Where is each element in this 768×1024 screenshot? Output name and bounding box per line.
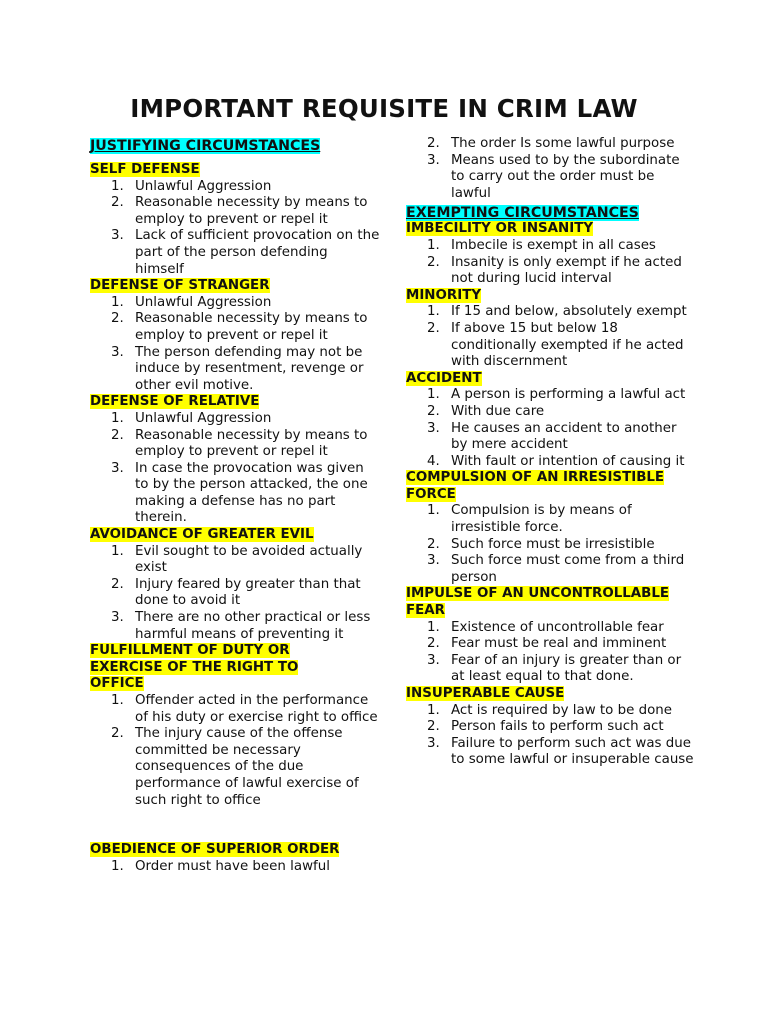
list-item: 3. Means used to by the subordinate to carry out the order must be lawful [427, 152, 680, 201]
list-obedience-continued [406, 136, 696, 202]
subheading-impulse-of-uncontrollable-fear: IMPULSE OF AN UNCONTROLLABLE FEAR [406, 586, 670, 619]
list-item: 2. Fear must be real and imminent [427, 636, 667, 652]
subheading-fulfillment-of-duty: FULFILLMENT OF DUTY OR EXERCISE OF THE RIGHT TO OFFICE [90, 643, 299, 692]
list-compulsion-of-irresistible-force [406, 503, 696, 586]
list-defense-of-stranger [90, 295, 380, 395]
section-heading-justifying: JUSTIFYING CIRCUMSTANCES [90, 138, 321, 154]
list-item: 2. With due care [427, 403, 545, 419]
list-item: 2. Reasonable necessity by means to employ to prevent or repel it [111, 427, 368, 460]
list-item: 2. Such force must be irresistible [427, 536, 655, 552]
section-heading-exempting: EXEMPTING CIRCUMSTANCES [406, 205, 639, 222]
list-item: 1. Compulsion is by means of irresistible force. [427, 503, 632, 536]
list-item: 3. There are no other practical or less harmful means of preventing it [111, 610, 371, 642]
list-item: 3. The person defending may not be induce by resentment, revenge or other evil motive. [111, 344, 364, 393]
list-item: 3. In case the provocation was given to by the person attacked, the one making a defense has no part therein. [111, 460, 368, 526]
left-column [90, 135, 380, 875]
list-item: 2. Insanity is only exempt if he acted not during lucid interval [427, 254, 682, 287]
list-obedience-of-superior-order [90, 859, 380, 876]
list-item: 2. Person fails to perform such act [427, 719, 664, 735]
list-insuperable-cause [406, 703, 696, 769]
subheading-minority: MINORITY [406, 287, 482, 303]
subheading-avoidance-of-greater-evil: AVOIDANCE OF GREATER EVIL [90, 527, 314, 543]
subheading-self-defense: SELF DEFENSE [90, 162, 200, 177]
list-item: 1. Unlawful Aggression [111, 294, 272, 310]
list-accident [406, 387, 696, 470]
list-item: 1. Order must have been lawful [111, 858, 330, 874]
list-item: 3. Such force must come from a third person [427, 553, 685, 585]
list-item: 2. Reasonable necessity by means to employ to prevent or repel it [111, 311, 368, 343]
list-item: 3. Failure to perform such act was due to some lawful or insuperable cause [427, 735, 694, 768]
list-item: 3. Lack of sufficient provocation on the part of the person defending himself [111, 228, 380, 277]
list-item: 1. Offender acted in the performance of his duty or exercise right to office [111, 693, 378, 725]
list-item: 1. Act is required by law to be done [427, 702, 673, 718]
list-item: 2. Reasonable necessity by means to employ to prevent or repel it [111, 195, 368, 227]
subheading-defense-of-stranger: DEFENSE OF STRANGER [90, 278, 270, 294]
subheading-obedience-of-superior-order: OBEDIENCE OF SUPERIOR ORDER [90, 842, 340, 858]
list-item: 1. Existence of uncontrollable fear [427, 619, 664, 635]
list-item: 1. A person is performing a lawful act [427, 387, 686, 403]
list-item: 4. With fault or intention of causing it [427, 453, 685, 469]
list-defense-of-relative [90, 411, 380, 527]
list-item: 1. Imbecile is exempt in all cases [427, 237, 656, 253]
list-item: 2. If above 15 but below 18 conditionally exempted if he acted with discernment [427, 320, 684, 370]
list-self-defense [90, 179, 380, 279]
page-title: IMPORTANT REQUISITE IN CRIM LAW [130, 94, 638, 123]
list-item: 2. The order Is some lawful purpose [427, 136, 675, 151]
list-minority [406, 304, 696, 370]
list-fulfillment-of-duty [90, 693, 380, 809]
list-item: 1. Evil sought to be avoided actually exist [111, 543, 363, 576]
right-column [406, 136, 696, 769]
list-avoidance-of-greater-evil [90, 544, 380, 644]
subheading-imbecility-or-insanity: IMBECILITY OR INSANITY [406, 221, 594, 237]
list-item: 1. If 15 and below, absolutely exempt [427, 304, 687, 320]
list-impulse-of-uncontrollable-fear [406, 620, 696, 686]
list-item: 2. Injury feared by greater than that done to avoid it [111, 576, 361, 609]
subheading-insuperable-cause: INSUPERABLE CAUSE [406, 686, 565, 701]
list-item: 1. Unlawful Aggression [111, 410, 272, 426]
subheading-accident: ACCIDENT [406, 370, 482, 386]
list-item: 1. Unlawful Aggression [111, 178, 272, 194]
list-item: 2. The injury cause of the offense committed be necessary consequences of the due performance of lawful exercise of such right to office [111, 726, 359, 808]
list-item: 3. Fear of an injury is greater than or at least equal to that done. [427, 652, 682, 685]
list-item: 3. He causes an accident to another by mere accident [427, 420, 677, 453]
subheading-defense-of-relative: DEFENSE OF RELATIVE [90, 394, 260, 410]
list-imbecility-or-insanity [406, 238, 696, 288]
subheading-compulsion-of-irresistible-force: COMPULSION OF AN IRRESISTIBLE FORCE [406, 470, 665, 502]
